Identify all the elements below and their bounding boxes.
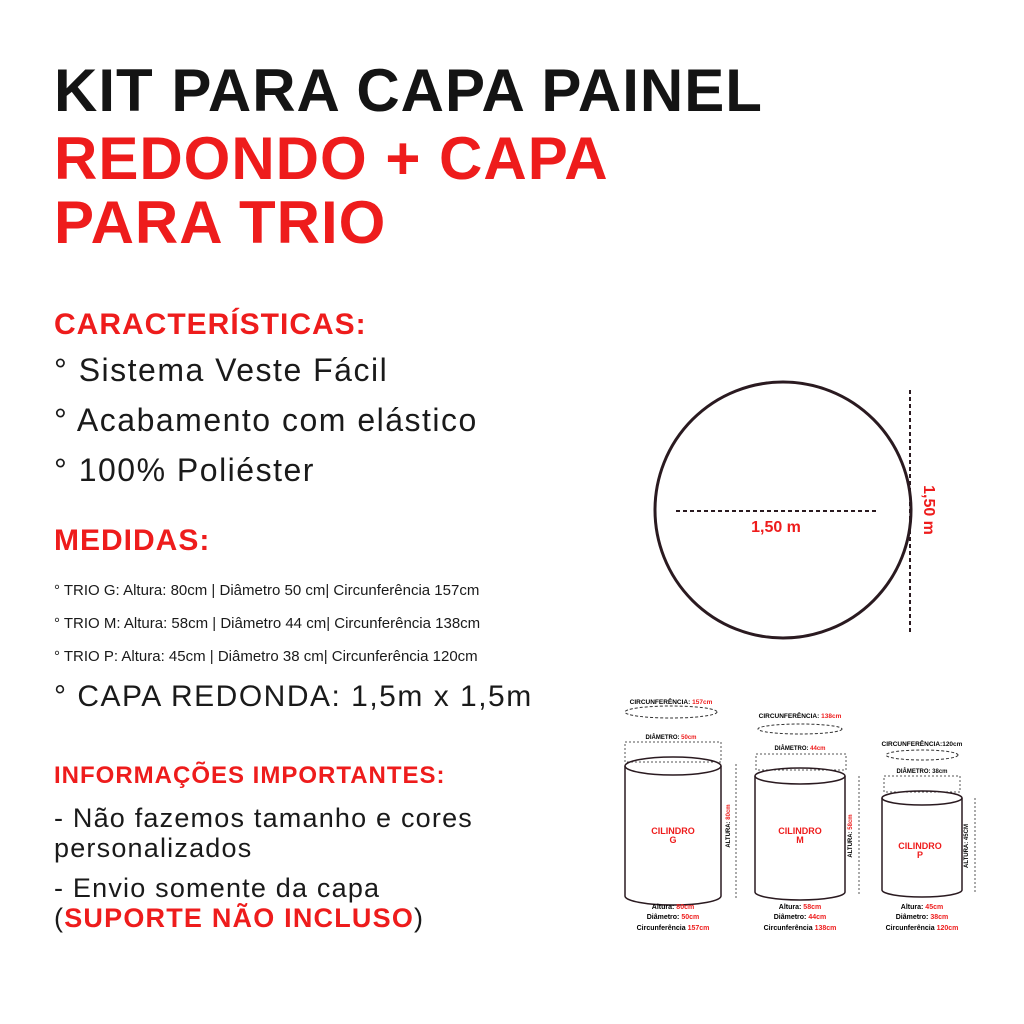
cylinder-name: CILINDRO [898, 841, 942, 851]
cylinder-m [755, 711, 859, 932]
circ-label: CIRCUNFERÊNCIA:120cm [881, 741, 963, 748]
circumference-indicator [625, 706, 717, 718]
diam-label: DIÂMETRO: 50cm [645, 735, 697, 741]
medida-item: ° TRIO G: Altura: 80cm | Diâmetro 50 cm| Circunferência 157cm [54, 582, 480, 599]
feature-item: ° 100% Poliéster [54, 452, 315, 488]
cylinder-p [882, 739, 975, 932]
alt-label: ALTURA: 58cm [848, 814, 854, 858]
cylinder-size: P [916, 850, 924, 860]
cylinder-size: M [796, 835, 804, 845]
paren-close: ) [414, 903, 425, 933]
cylinder-top [882, 791, 962, 805]
bottom-altura: Altura: 58cm [778, 904, 822, 911]
feature-item: ° Sistema Veste Fácil [54, 352, 389, 388]
circ-label: CIRCUNFERÊNCIA: 157cm [629, 699, 713, 706]
title-line-2: REDONDO + CAPA [54, 125, 609, 192]
cylinder-name: CILINDRO [778, 826, 822, 836]
diam-label: DIÂMETRO: 38cm [896, 769, 948, 775]
cylinder-size: G [669, 835, 677, 845]
suporte-nao-incluso: SUPORTE NÃO INCLUSO [64, 903, 415, 933]
info-item-2-line-1: - Envio somente da capa [54, 873, 381, 903]
bottom-circunferencia: Circunferência 120cm [885, 925, 959, 932]
bottom-circunferencia: Circunferência 138cm [763, 925, 837, 932]
informacoes-heading: INFORMAÇÕES IMPORTANTES: [54, 762, 446, 789]
bottom-diametro: Diâmetro: 50cm [646, 914, 700, 921]
bottom-circunferencia: Circunferência 157cm [636, 925, 710, 932]
medidas-heading: MEDIDAS: [54, 524, 211, 557]
caracteristicas-heading: CARACTERÍSTICAS: [54, 308, 367, 341]
info-item-1-line-1: - Não fazemos tamanho e cores [54, 803, 473, 833]
medida-item: ° TRIO P: Altura: 45cm | Diâmetro 38 cm| Circunferência 120cm [54, 648, 478, 665]
circ-label: CIRCUNFERÊNCIA: 138cm [758, 713, 842, 720]
bottom-diametro: Diâmetro: 44cm [773, 914, 827, 921]
diam-label: DIÂMETRO: 44cm [774, 746, 826, 752]
bottom-altura: Altura: 80cm [651, 904, 695, 911]
cylinder-g [625, 697, 736, 932]
height-label: 1,50 m [920, 485, 937, 535]
title-line-1: KIT PARA CAPA PAINEL [54, 57, 763, 124]
title-line-3: PARA TRIO [54, 189, 387, 256]
cylinder-name: CILINDRO [651, 826, 695, 836]
paren-open: ( [54, 903, 65, 933]
capa-redonda-measure: ° CAPA REDONDA: 1,5m x 1,5m [54, 680, 533, 713]
diameter-box [884, 776, 960, 792]
feature-item: ° Acabamento com elástico [54, 402, 478, 438]
cylinder-top [625, 757, 721, 775]
width-label: 1,50 m [751, 519, 801, 536]
bottom-altura: Altura: 45cm [900, 904, 944, 911]
alt-label: ALTURA: 45CM [964, 824, 970, 868]
bottom-diametro: Diâmetro: 38cm [895, 914, 949, 921]
info-item-1-line-2: personalizados [54, 833, 253, 863]
alt-label: ALTURA: 80cm [726, 804, 732, 848]
circumference-indicator [886, 750, 958, 760]
medida-item: ° TRIO M: Altura: 58cm | Diâmetro 44 cm| Circunferência 138cm [54, 615, 481, 632]
circumference-indicator [758, 724, 842, 734]
